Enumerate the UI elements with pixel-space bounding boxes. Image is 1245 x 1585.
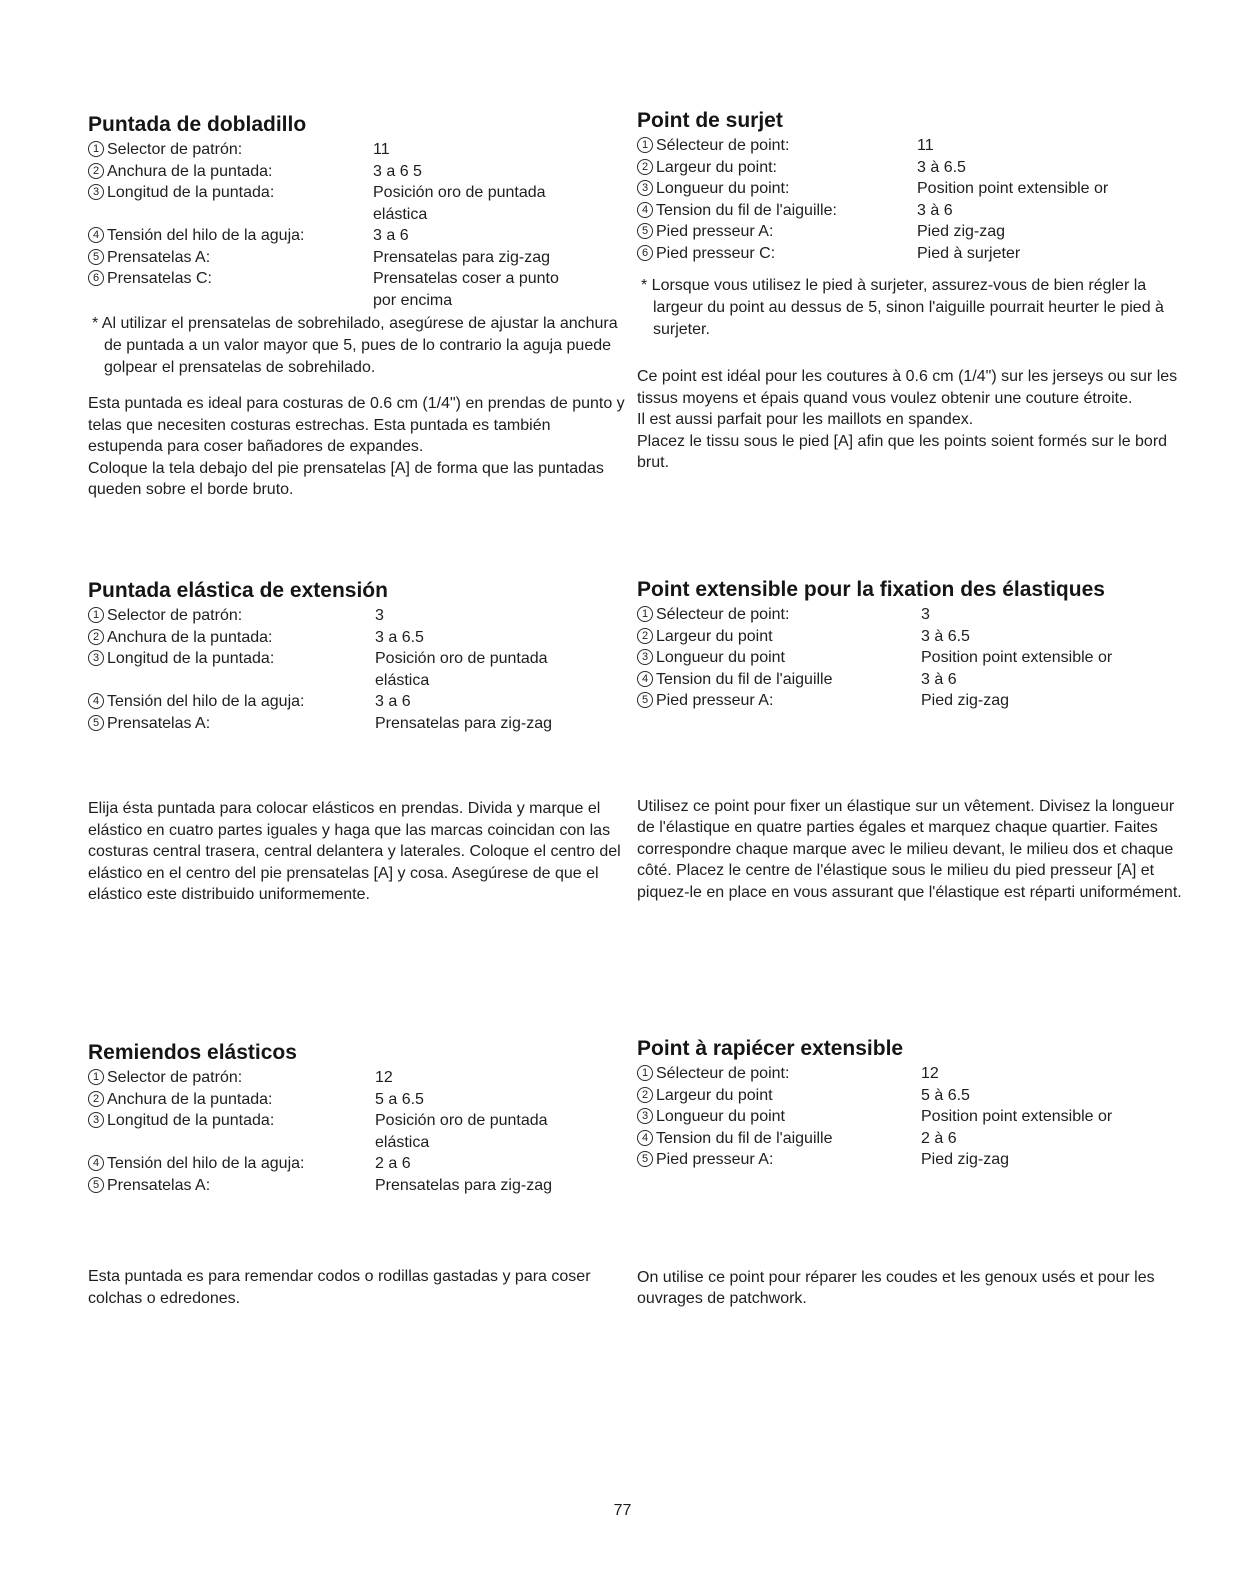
setting-value: Posición oro de puntada elástica <box>375 1112 548 1151</box>
circled-number-icon: 6 <box>637 245 653 261</box>
setting-row <box>637 135 1182 157</box>
setting-label: Largeur du point <box>656 1086 773 1104</box>
page-number: 77 <box>613 1502 632 1519</box>
setting-label: Largeur du point <box>656 627 773 645</box>
circled-number-icon: 5 <box>88 249 104 265</box>
setting-label: Sélecteur de point: <box>656 606 790 623</box>
circled-number-icon: 1 <box>637 606 653 622</box>
setting-row <box>88 648 628 691</box>
section-title: Point à rapiécer extensible <box>637 1037 904 1060</box>
circled-number-icon: 4 <box>637 202 653 218</box>
setting-row <box>637 604 1182 626</box>
setting-row <box>88 1175 628 1197</box>
setting-value: Position point extensible or <box>921 649 1113 666</box>
setting-label: Anchura de la puntada: <box>107 628 273 646</box>
setting-value: Posición oro de puntada elástica <box>373 184 546 223</box>
body-text: Utilisez ce point pour fixer un élastique sur un vêtement. Divisez la longueur de l'élastique en quatre parties égales et marquez chaque quartier. Faites correspondre chaque marque avec le milieu devant, le milieu dos et chaque côté. Placez le centre de l'élastique sous le milieu du pied presseur [A] et piquez-le en place en vous assurant que l'élastique est réparti uniformément. <box>637 797 1182 901</box>
setting-value: 5 a 6.5 <box>375 1090 424 1108</box>
setting-value: 3 <box>375 607 384 624</box>
setting-row <box>88 247 628 269</box>
setting-value: 3 à 6 <box>921 670 957 688</box>
setting-row <box>88 605 628 627</box>
note-text: * Al utilizar el prensatelas de sobrehilado, asegúrese de ajustar la anchura de puntada a un valor mayor que 5, pues de lo contrario la aguja puede golpear el prensatelas de sobrehilado. <box>92 315 618 376</box>
circled-number-icon: 5 <box>637 223 653 239</box>
setting-label: Longueur du point: <box>656 180 790 197</box>
setting-value: 3 à 6 <box>917 201 953 219</box>
setting-value: 5 à 6.5 <box>921 1086 970 1104</box>
setting-value: 3 a 6.5 <box>375 628 424 646</box>
section-elastic-stitch-fr <box>637 577 1182 903</box>
circled-number-icon: 2 <box>637 628 653 644</box>
circled-number-icon: 1 <box>88 607 104 623</box>
section-title: Remiendos elásticos <box>88 1041 297 1064</box>
circled-number-icon: 4 <box>88 1155 104 1171</box>
setting-value: Prensatelas coser a punto por encima <box>373 270 559 309</box>
setting-row <box>88 1153 628 1175</box>
section-title: Point extensible pour la fixation des élastiques <box>637 578 1105 601</box>
circled-number-icon: 1 <box>637 137 653 153</box>
setting-label: Tensión del hilo de la aguja: <box>107 693 305 710</box>
circled-number-icon: 1 <box>88 141 104 157</box>
setting-value: 3 a 6 <box>373 227 409 244</box>
setting-row <box>88 182 628 225</box>
circled-number-icon: 3 <box>637 1108 653 1124</box>
setting-label: Selector de patrón: <box>107 141 243 158</box>
setting-row <box>637 200 1182 222</box>
circled-number-icon: 5 <box>88 1177 104 1193</box>
setting-row <box>637 1128 1182 1150</box>
setting-label: Pied presseur A: <box>656 692 774 709</box>
setting-value: 12 <box>375 1069 393 1086</box>
section-elastic-stitch-es <box>88 578 628 906</box>
circled-number-icon: 5 <box>637 692 653 708</box>
setting-label: Pied presseur A: <box>656 223 774 240</box>
circled-number-icon: 5 <box>88 715 104 731</box>
setting-row <box>637 1085 1182 1107</box>
section-title: Puntada elástica de extensión <box>88 579 388 602</box>
setting-value: Position point extensible or <box>917 180 1109 197</box>
circled-number-icon: 2 <box>88 163 104 179</box>
setting-row <box>88 268 628 311</box>
setting-value: 3 a 6 <box>375 693 411 710</box>
setting-label: Longitud de la puntada: <box>107 650 275 667</box>
setting-value: 11 <box>917 137 934 154</box>
setting-row <box>88 225 628 247</box>
circled-number-icon: 4 <box>637 671 653 687</box>
circled-number-icon: 4 <box>88 693 104 709</box>
setting-row <box>637 1149 1182 1171</box>
setting-row <box>637 669 1182 691</box>
setting-value: 3 <box>921 606 930 623</box>
setting-row <box>88 1110 628 1153</box>
setting-value: Prensatelas para zig-zag <box>373 248 550 266</box>
circled-number-icon: 4 <box>88 227 104 243</box>
setting-value: Pied à surjeter <box>917 244 1021 262</box>
setting-label: Anchura de la puntada: <box>107 162 273 180</box>
setting-label: Prensatelas C: <box>107 270 212 287</box>
setting-row <box>637 243 1182 265</box>
setting-label: Largeur du point: <box>656 158 777 176</box>
circled-number-icon: 2 <box>637 1087 653 1103</box>
setting-row <box>88 691 628 713</box>
circled-number-icon: 5 <box>637 1151 653 1167</box>
circled-number-icon: 1 <box>88 1069 104 1085</box>
setting-row <box>637 626 1182 648</box>
setting-value: Position point extensible or <box>921 1108 1113 1125</box>
section-hem-stitch-fr <box>637 108 1182 474</box>
section-hem-stitch-es <box>88 112 628 501</box>
setting-row <box>88 1089 628 1111</box>
circled-number-icon: 2 <box>88 1091 104 1107</box>
setting-value: 2 à 6 <box>921 1129 957 1147</box>
setting-value: 3 a 6 5 <box>373 162 422 180</box>
setting-row <box>637 221 1182 243</box>
setting-row <box>88 627 628 649</box>
setting-label: Selector de patrón: <box>107 1069 243 1086</box>
setting-row <box>637 178 1182 200</box>
setting-value: Prensatelas para zig-zag <box>375 714 552 732</box>
note-text: * Lorsque vous utilisez le pied à surjeter, assurez-vous de bien régler la largeur du point au dessus de 5, sinon l'aiguille pourrait heurter le pied à surjeter. <box>641 277 1164 338</box>
setting-label: Tensión del hilo de la aguja: <box>107 227 305 244</box>
setting-label: Longitud de la puntada: <box>107 1112 275 1129</box>
circled-number-icon: 4 <box>637 1130 653 1146</box>
section-title: Point de surjet <box>637 109 783 132</box>
setting-label: Prensatelas A: <box>107 248 211 266</box>
setting-label: Prensatelas A: <box>107 1176 211 1194</box>
body-text: On utilise ce point pour réparer les coudes et les genoux usés et pour les ouvrages de patchwork. <box>637 1268 1155 1307</box>
setting-value: 3 à 6.5 <box>917 158 966 176</box>
setting-value: Prensatelas para zig-zag <box>375 1176 552 1194</box>
body-text: Ce point est idéal pour les coutures à 0.6 cm (1/4") sur les jerseys ou sur les tissus moyens et épais quand vous voulez obtenir une couture étroite. Il est aussi parfait pour les maillots en spandex. Placez le tissu sous le pied [A] afin que les points soient formés sur le bord brut. <box>637 368 1178 471</box>
setting-label: Sélecteur de point: <box>656 1065 790 1082</box>
setting-row <box>637 1063 1182 1085</box>
setting-label: Longueur du point <box>656 649 785 666</box>
body-text: Elija ésta puntada para colocar elásticos en prendas. Divida y marque el elástico en cuatro partes iguales y haga que las marcas coincidan con las costuras central trasera, central delantera y laterales. Coloque el centro del elástico en el centro del pie prensatelas [A] y cosa. Asegúrese de que el elástico este distribuido uniformemente. <box>88 800 621 903</box>
setting-label: Longitud de la puntada: <box>107 184 275 201</box>
circled-number-icon: 3 <box>88 184 104 200</box>
circled-number-icon: 2 <box>637 159 653 175</box>
circled-number-icon: 3 <box>637 649 653 665</box>
setting-value: Pied zig-zag <box>921 1151 1010 1168</box>
setting-row <box>637 1106 1182 1128</box>
circled-number-icon: 6 <box>88 270 104 286</box>
setting-value: Pied zig-zag <box>917 223 1006 240</box>
setting-row <box>88 139 628 161</box>
section-elastic-patch-es <box>88 1040 628 1309</box>
setting-value: 12 <box>921 1065 939 1082</box>
setting-row <box>88 1067 628 1089</box>
setting-value: 2 a 6 <box>375 1155 411 1172</box>
settings-list <box>88 139 628 311</box>
setting-label: Sélecteur de point: <box>656 137 790 154</box>
setting-row <box>637 157 1182 179</box>
setting-row <box>637 647 1182 669</box>
setting-row <box>637 690 1182 712</box>
setting-row <box>88 713 628 735</box>
circled-number-icon: 2 <box>88 629 104 645</box>
setting-label: Longueur du point <box>656 1108 785 1125</box>
setting-row <box>88 161 628 183</box>
section-title: Puntada de dobladillo <box>88 113 307 136</box>
setting-label: Selector de patrón: <box>107 607 243 624</box>
setting-label: Tension du fil de l'aiguille <box>656 670 833 688</box>
setting-value: Pied zig-zag <box>921 692 1010 709</box>
body-text: Esta puntada es ideal para costuras de 0.6 cm (1/4") en prendas de punto y telas que necesiten costuras estrechas. Esta puntada es también estupenda para coser bañadores de expandes. Coloque la tela debajo del pie prensatelas [A] de forma que las puntadas queden sobre el borde bruto. <box>88 395 625 498</box>
circled-number-icon: 3 <box>88 1112 104 1128</box>
circled-number-icon: 3 <box>88 650 104 666</box>
body-text: Esta puntada es para remendar codos o rodillas gastadas y para coser colchas o edredones. <box>88 1268 591 1307</box>
section-elastic-patch-fr <box>637 1036 1182 1310</box>
setting-value: 3 à 6.5 <box>921 627 970 645</box>
settings-list <box>637 1063 1182 1171</box>
settings-list <box>88 605 628 734</box>
setting-label: Anchura de la puntada: <box>107 1090 273 1108</box>
settings-list <box>637 604 1182 712</box>
setting-label: Pied presseur C: <box>656 244 776 262</box>
circled-number-icon: 3 <box>637 180 653 196</box>
setting-label: Tension du fil de l'aiguille: <box>656 201 837 219</box>
setting-label: Prensatelas A: <box>107 714 211 732</box>
setting-label: Pied presseur A: <box>656 1151 774 1168</box>
circled-number-icon: 1 <box>637 1065 653 1081</box>
settings-list <box>637 135 1182 264</box>
settings-list <box>88 1067 628 1196</box>
setting-label: Tension du fil de l'aiguille <box>656 1129 833 1147</box>
setting-value: Posición oro de puntada elástica <box>375 650 548 689</box>
setting-value: 11 <box>373 141 390 158</box>
setting-label: Tensión del hilo de la aguja: <box>107 1155 305 1172</box>
